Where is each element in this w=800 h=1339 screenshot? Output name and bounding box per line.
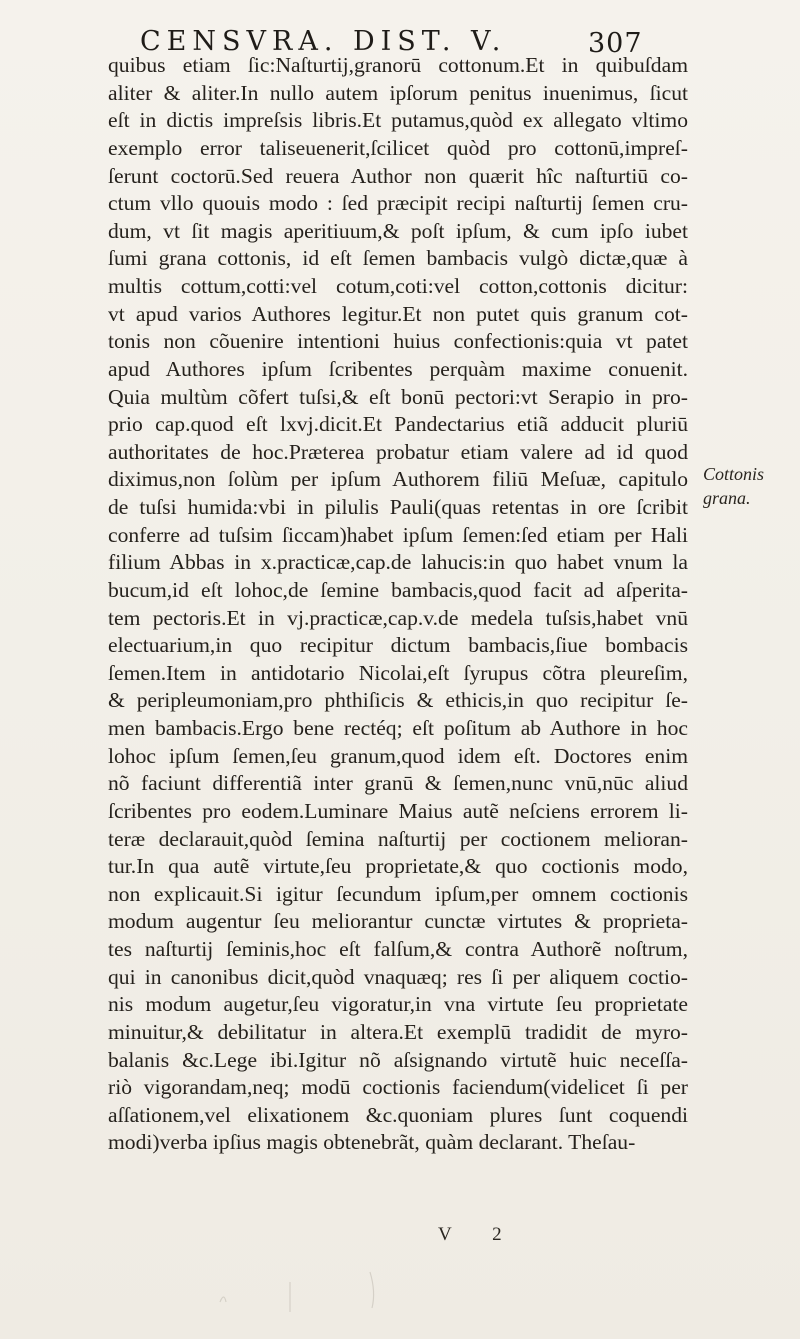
text-line: tonis non cõuenire intentioni huius confectionis:quia vt patet — [108, 329, 688, 354]
text-line: dum, vt ſit magis aperitiuum,& poſt ipſum, & cum ipſo iubet — [108, 218, 688, 243]
text-line: ſcribentes pro eodem.Luminare Maius autẽ neſciens errorem li- — [108, 798, 688, 823]
text-line: modi)verba ipſius magis obtenebrãt, quàm declarant. Theſau- — [108, 1130, 636, 1155]
text-line: electuarium,in quo recipitur dictum bambacis,ſiue bombacis — [108, 633, 688, 658]
text-line: multis cottum,cotti:vel cotum,coti:vel cotton,cottonis dicitur: — [108, 274, 688, 298]
text-line: & peripleumoniam,pro phthiſicis & ethicis,in quo recipitur ſe- — [108, 688, 688, 713]
signature-mark: V 2 — [438, 1224, 520, 1245]
text-line: lohoc ipſum ſemen,ſeu granum,quod idem eſt. Doctores enim — [108, 743, 688, 768]
text-line: exemplo error taliseuenerit,ſcilicet quòd pro cottonū,impreſ- — [108, 135, 688, 160]
text-line: teræ declarauit,quòd ſemina naſturtij per coctionem melioran- — [108, 826, 688, 851]
text-line: men bambacis.Ergo bene rectéq; eſt poſitum ab Authore in hoc — [108, 716, 688, 740]
page-number: 307 — [588, 28, 643, 59]
text-line: ſumi grana cottonis, id eſt ſemen bambacis vulgò dictæ,quæ à — [108, 246, 688, 271]
text-line: nis modum augetur,ſeu vigoratur,in vna virtute ſeu proprietate — [108, 992, 688, 1017]
text-line: aſſationem,vel elixationem &c.quoniam plures ſunt coquendi — [108, 1102, 688, 1127]
text-line: aliter & aliter.In nullo autem ipſorum penitus inuenimus, ſicut — [108, 80, 688, 105]
text-line: non explicauit.Si igitur ſecundum ipſum,per omnem coctionis — [108, 881, 688, 906]
text-line: ſerunt coctorū.Sed reuera Author non quærit hîc naſturtiū co- — [108, 163, 688, 188]
text-line: minuitur,& debilitatur in altera.Et exemplū tradidit de myro- — [108, 1019, 688, 1044]
body-text — [108, 52, 688, 1157]
text-line: ctum vllo quouis modo : ſed præcipit recipi naſturtij ſemen cru- — [108, 191, 688, 216]
text-line: bucum,id eſt lohoc,de ſemine bambacis,quod facit ad aſperita- — [108, 577, 688, 602]
text-line: riò vigorandam,neq; modū coctionis faciendum(videlicet ſi per — [108, 1075, 688, 1100]
text-line: quibus etiam ſic:Naſturtij,granorū cottonum.Et in quibuſdam — [108, 53, 688, 77]
text-line: nõ faciunt differentiã inter granū & ſemen,nunc vnū,nūc aliud — [108, 771, 688, 796]
text-line: authoritates de hoc.Præterea probatur etiam valere ad id quod — [108, 439, 688, 464]
text-line: tem pectoris.Et in vj.practicæ,cap.v.de medela tuſsis,habet vnū — [108, 605, 688, 630]
show-through-marks — [200, 1262, 420, 1322]
text-line: prio cap.quod eſt lxvj.dicit.Et Pandectarius etiã adducit pluriū — [108, 412, 688, 437]
text-line: conferre ad tuſsim ſiccam)habet ipſum ſemen:ſed etiam per Hali — [108, 522, 688, 547]
text-line: vt apud varios Authores legitur.Et non putet quis granum cot- — [108, 301, 688, 326]
text-line: filium Abbas in x.practicæ,cap.de lahucis:in quo habet vnum la — [108, 550, 688, 575]
text-line: qui in canonibus dicit,quòd vnaquæq; res ſi per aliquem coctio- — [108, 964, 688, 989]
text-line: Quia multùm cõfert tuſsi,& eſt bonū pectori:vt Serapio in pro- — [108, 384, 688, 409]
margin-note: Cottonis — [703, 464, 765, 484]
text-line: apud Authores ipſum ſcribentes perquàm maxime conuenit. — [108, 356, 688, 381]
text-line: ſemen.Item in antidotario Nicolai,eſt ſyrupus cõtra pleureſim, — [108, 660, 688, 685]
text-line: tes naſturtij ſeminis,hoc eſt falſum,& contra Authorẽ noſtrum, — [108, 937, 688, 961]
running-title: CENSVRA. DIST. V. — [140, 26, 507, 57]
text-line: de tuſsi humida:vbi in pilulis Pauli(quas retentas in ore ſcribit — [108, 495, 688, 519]
margin-note: grana. — [703, 488, 751, 508]
text-line: tur.In qua autẽ virtute,ſeu proprietate,& quo coctionis modo, — [108, 854, 688, 879]
text-line: eſt in dictis impreſsis libris.Et putamus,quòd ex allegato vltimo — [108, 108, 688, 133]
text-line: modum augentur ſeu meliorantur cunctæ virtutes & proprieta- — [108, 909, 688, 934]
text-line: balanis &c.Lege ibi.Igitur nõ aſsignando virtutẽ huic neceſſa- — [108, 1047, 688, 1072]
text-line: diximus,non ſolùm per ipſum Authorem filiū Meſuæ, capitulo — [108, 467, 688, 492]
